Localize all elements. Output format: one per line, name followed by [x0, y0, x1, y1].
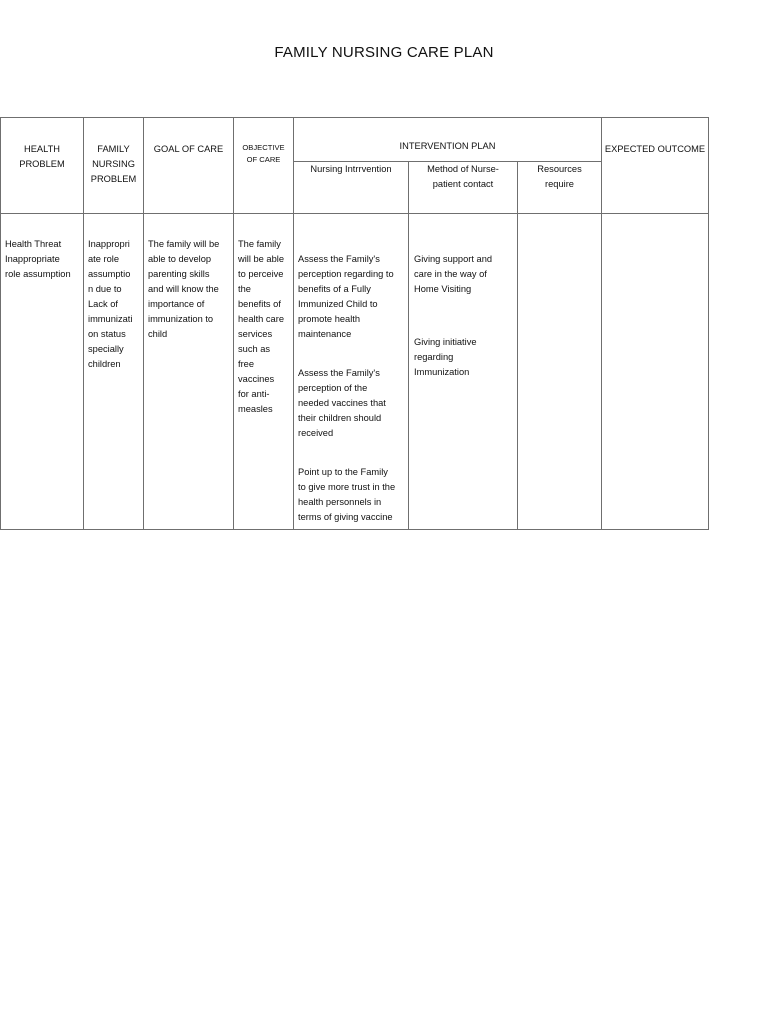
header-objective-of-care: OBJECTIVE OF CARE [242, 143, 285, 164]
header-expected-outcome: EXPECTED OUTCOME [604, 144, 706, 154]
cell-objective-of-care: The family will be able to perceive the benefits of health care services such as free vaccines for anti- measles [238, 239, 284, 414]
header-resources: Resources require [537, 164, 582, 189]
method-item: Giving initiative regarding Immunization [414, 337, 477, 377]
header-intervention-plan: INTERVENTION PLAN [399, 141, 496, 151]
header-nursing-intervention: Nursing Intrrvention [310, 164, 392, 174]
page-title: FAMILY NURSING CARE PLAN [274, 44, 494, 61]
col-divider [293, 117, 294, 530]
intervention-item: Assess the Family's perception of the needed vaccines that their children should received [298, 368, 386, 438]
cell-goal-of-care: The family will be able to develop parenting skills and will know the importance of immunization to child [148, 239, 220, 339]
cell-nursing-intervention [298, 237, 407, 549]
intervention-item: Assess the Family's perception regarding to benefits of a Fully Immunized Child to promote health maintenance [298, 254, 394, 339]
header-health-problem: HEALTH PROBLEM [19, 144, 65, 169]
col-divider [517, 161, 518, 530]
cell-health-problem: Health Threat Inappropriate role assumption [5, 239, 71, 279]
header-family-nursing-problem: FAMILY NURSING PROBLEM [90, 144, 137, 184]
col-divider [143, 117, 144, 530]
col-divider [233, 117, 234, 530]
cell-method-of-contact [414, 237, 516, 404]
col-divider [601, 117, 602, 530]
cell-family-nursing-problem: Inappropri ate role assumptio n due to Lack of immunizati on status specially children [88, 239, 133, 369]
header-goal-of-care: GOAL OF CARE [153, 144, 224, 154]
method-item: Giving support and care in the way of Home Visiting [414, 254, 493, 294]
col-divider [408, 161, 409, 530]
intervention-item: Point up to the Family to give more trust in the health personnels in terms of giving vaccine [298, 467, 396, 522]
table-right-border [708, 117, 709, 530]
table-left-border [0, 117, 1, 530]
header-method-of-contact: Method of Nurse- patient contact [427, 164, 499, 189]
